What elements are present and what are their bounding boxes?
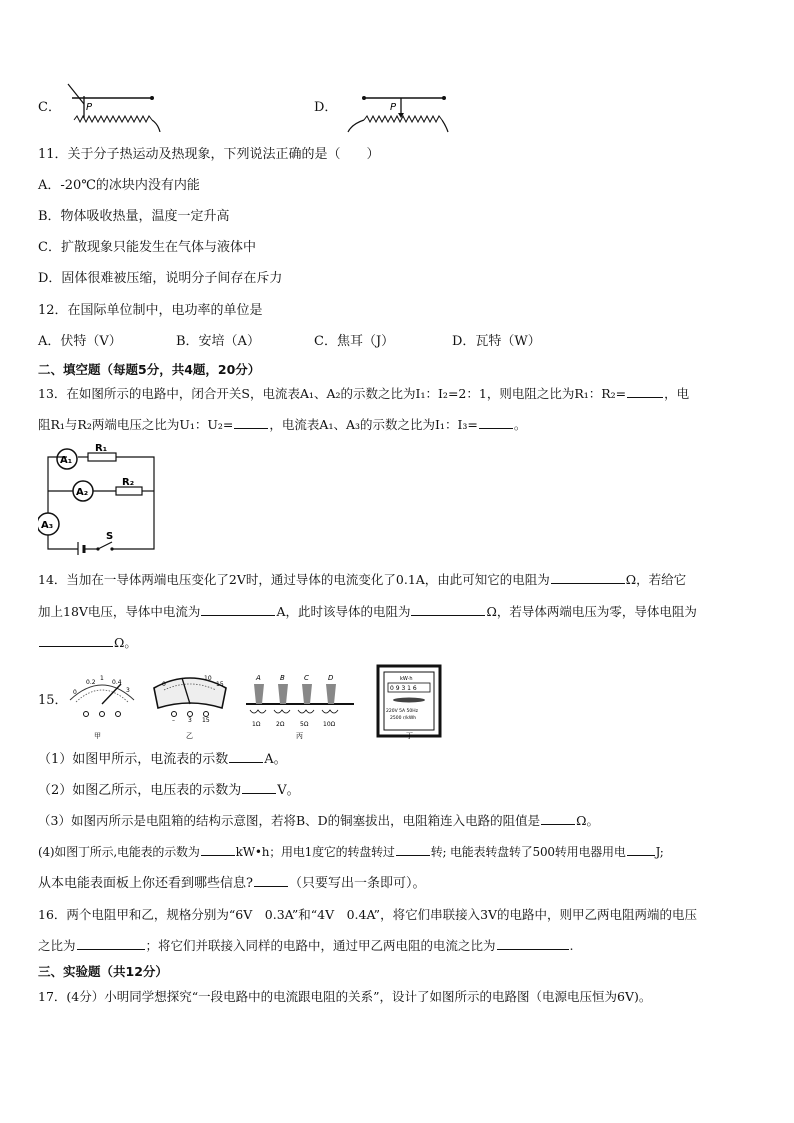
slider-p-label: P	[86, 102, 93, 113]
q11-option-d: D．固体很难被压缩，说明分子间存在斥力	[38, 271, 283, 286]
option-c-label: C．	[38, 100, 61, 115]
q15-number: 15．	[38, 693, 68, 708]
answer-blank	[541, 812, 575, 825]
section-2-heading: 二、填空题（每题5分，共4题，20分）	[38, 362, 261, 377]
figure-label-ding: 丁	[406, 732, 413, 740]
answer-blank	[242, 781, 276, 794]
q12-option-c: C．焦耳（J）	[314, 334, 395, 349]
q13-circuit-diagram	[38, 443, 160, 555]
ohm-label: 1Ω	[252, 721, 261, 728]
answer-blank	[229, 750, 263, 763]
ohm-label: 2Ω	[276, 721, 285, 728]
answer-blank	[627, 843, 655, 856]
svg-text:0 9 3 1 6: 0 9 3 1 6	[390, 685, 417, 692]
svg-text:10: 10	[204, 675, 212, 682]
plug-a-label: A	[256, 674, 261, 682]
ammeter-dial	[70, 675, 134, 717]
figure-label-jia: 甲	[94, 732, 101, 740]
q15-part4: (4)如图丁所示,电能表的示数为 kW•h；用电1度它的转盘转过 转; 电能表转盘转了500转用电器用电 J;	[38, 845, 664, 859]
answer-blank	[411, 603, 485, 616]
q11-option-b: B．物体吸收热量，温度一定升高	[38, 209, 230, 224]
switch-s-label: S	[106, 531, 114, 542]
svg-text:0: 0	[73, 689, 77, 696]
q15-part3: （3）如图丙所示是电阻箱的结构示意图，若将B、D的铜塞拔出，电阻箱连入电路的阻值是 Ω。	[38, 813, 600, 828]
q13-line1: 13．在如图所示的电路中，闭合开关S，电流表A₁、A₂的示数之比为I₁：I₂=2：1，则电阻之比为R₁：R₂= ，电	[38, 386, 690, 401]
answer-blank	[254, 874, 288, 887]
answer-blank	[234, 416, 268, 429]
q16-line1: 16．两个电阻甲和乙，规格分别为“6V 0.3A”和“4V 0.4A”，将它们串联接入3V的电路中，则甲乙两电阻两端的电压	[38, 907, 698, 922]
q15-figure	[64, 664, 444, 742]
ammeter-a3-label: A₃	[41, 520, 54, 531]
slider-p-label: P	[390, 102, 397, 113]
resistor-r2-label: R₂	[122, 477, 135, 488]
q12-options	[38, 333, 541, 351]
svg-text:–: –	[172, 717, 175, 724]
q12-option-a: A．伏特（V）	[38, 334, 122, 349]
option-d-label: D．	[314, 100, 338, 115]
q15-part1: （1）如图甲所示，电流表的示数 A。	[38, 752, 287, 767]
q11-stem: 11．关于分子热运动及热现象，下列说法正确的是（ ）	[38, 147, 380, 162]
q11-option-c: C．扩散现象只能发生在气体与液体中	[38, 240, 256, 255]
svg-text:15: 15	[202, 717, 210, 724]
ohm-label: 10Ω	[323, 721, 336, 728]
svg-text:0: 0	[162, 681, 166, 688]
q15-part2: （2）如图乙所示，电压表的示数为 V。	[38, 783, 300, 798]
q13-line2: 阻R₁与R₂两端电压之比为U₁：U₂= ，电流表A₁、A₃的示数之比为I₁：I₃= 。	[38, 417, 527, 432]
svg-text:0.2: 0.2	[86, 679, 96, 686]
svg-text:kW·h: kW·h	[400, 676, 413, 682]
q14-line2: 加上18V电压，导体中电流为 A，此时该导体的电阻为 Ω，若导体两端电压为零，导体电阻为	[38, 604, 697, 619]
q15-part5: 从本电能表面板上你还看到哪些信息? （只要写出一条即可）。	[38, 876, 426, 891]
answer-blank	[201, 843, 235, 856]
svg-text:1: 1	[100, 675, 104, 682]
q12-stem: 12．在国际单位制中，电功率的单位是	[38, 303, 263, 318]
resistance-box	[246, 674, 354, 728]
answer-blank	[201, 603, 275, 616]
plug-d-label: D	[328, 674, 334, 682]
answer-blank	[39, 634, 113, 647]
q12-option-b: B．安培（A）	[176, 334, 260, 349]
answer-blank	[479, 416, 513, 429]
q14-line1: 14．当加在一导体两端电压变化了2V时，通过导体的电流变化了0.1A，由此可知它的电阻为 Ω，若给它	[38, 572, 687, 587]
q14-line3: Ω。	[38, 634, 137, 652]
ammeter-a2-label: A₂	[76, 487, 89, 498]
resistor-r1-label: R₁	[95, 443, 108, 454]
svg-text:0.4: 0.4	[112, 679, 122, 686]
svg-text:3: 3	[188, 717, 192, 724]
plug-b-label: B	[280, 674, 285, 682]
figure-label-bing: 丙	[296, 732, 303, 740]
q11-option-a: A．-20℃的冰块内没有内能	[38, 178, 200, 193]
ammeter-a1-label: A₁	[60, 455, 73, 466]
q16-line2: 之比为 ；将它们并联接入同样的电路中，通过甲乙两电阻的电流之比为 .	[38, 938, 574, 953]
answer-blank	[497, 937, 569, 950]
plug-c-label: C	[304, 674, 309, 682]
answer-blank	[627, 385, 663, 398]
svg-text:2500 r/kWh: 2500 r/kWh	[390, 716, 417, 721]
answer-blank	[396, 843, 430, 856]
figure-label-yi: 乙	[186, 732, 193, 740]
svg-text:15: 15	[216, 681, 224, 688]
energy-meter	[378, 666, 440, 736]
ohm-label: 5Ω	[300, 721, 309, 728]
answer-blank	[77, 937, 145, 950]
section-3-heading: 三、实验题（共12分）	[38, 964, 168, 979]
svg-text:220V 5A 50Hz: 220V 5A 50Hz	[386, 709, 418, 714]
rheostat-figure-d	[346, 88, 450, 134]
answer-blank	[551, 571, 625, 584]
svg-text:3: 3	[126, 687, 130, 694]
q12-option-d: D．瓦特（W）	[452, 334, 541, 349]
voltmeter-dial	[154, 675, 226, 724]
q17-text: 17．(4分）小明同学想探究“一段电路中的电流跟电阻的关系”，设计了如图所示的电路图（电源电压恒为6V)。	[38, 989, 652, 1004]
rheostat-figure-c	[64, 82, 164, 132]
